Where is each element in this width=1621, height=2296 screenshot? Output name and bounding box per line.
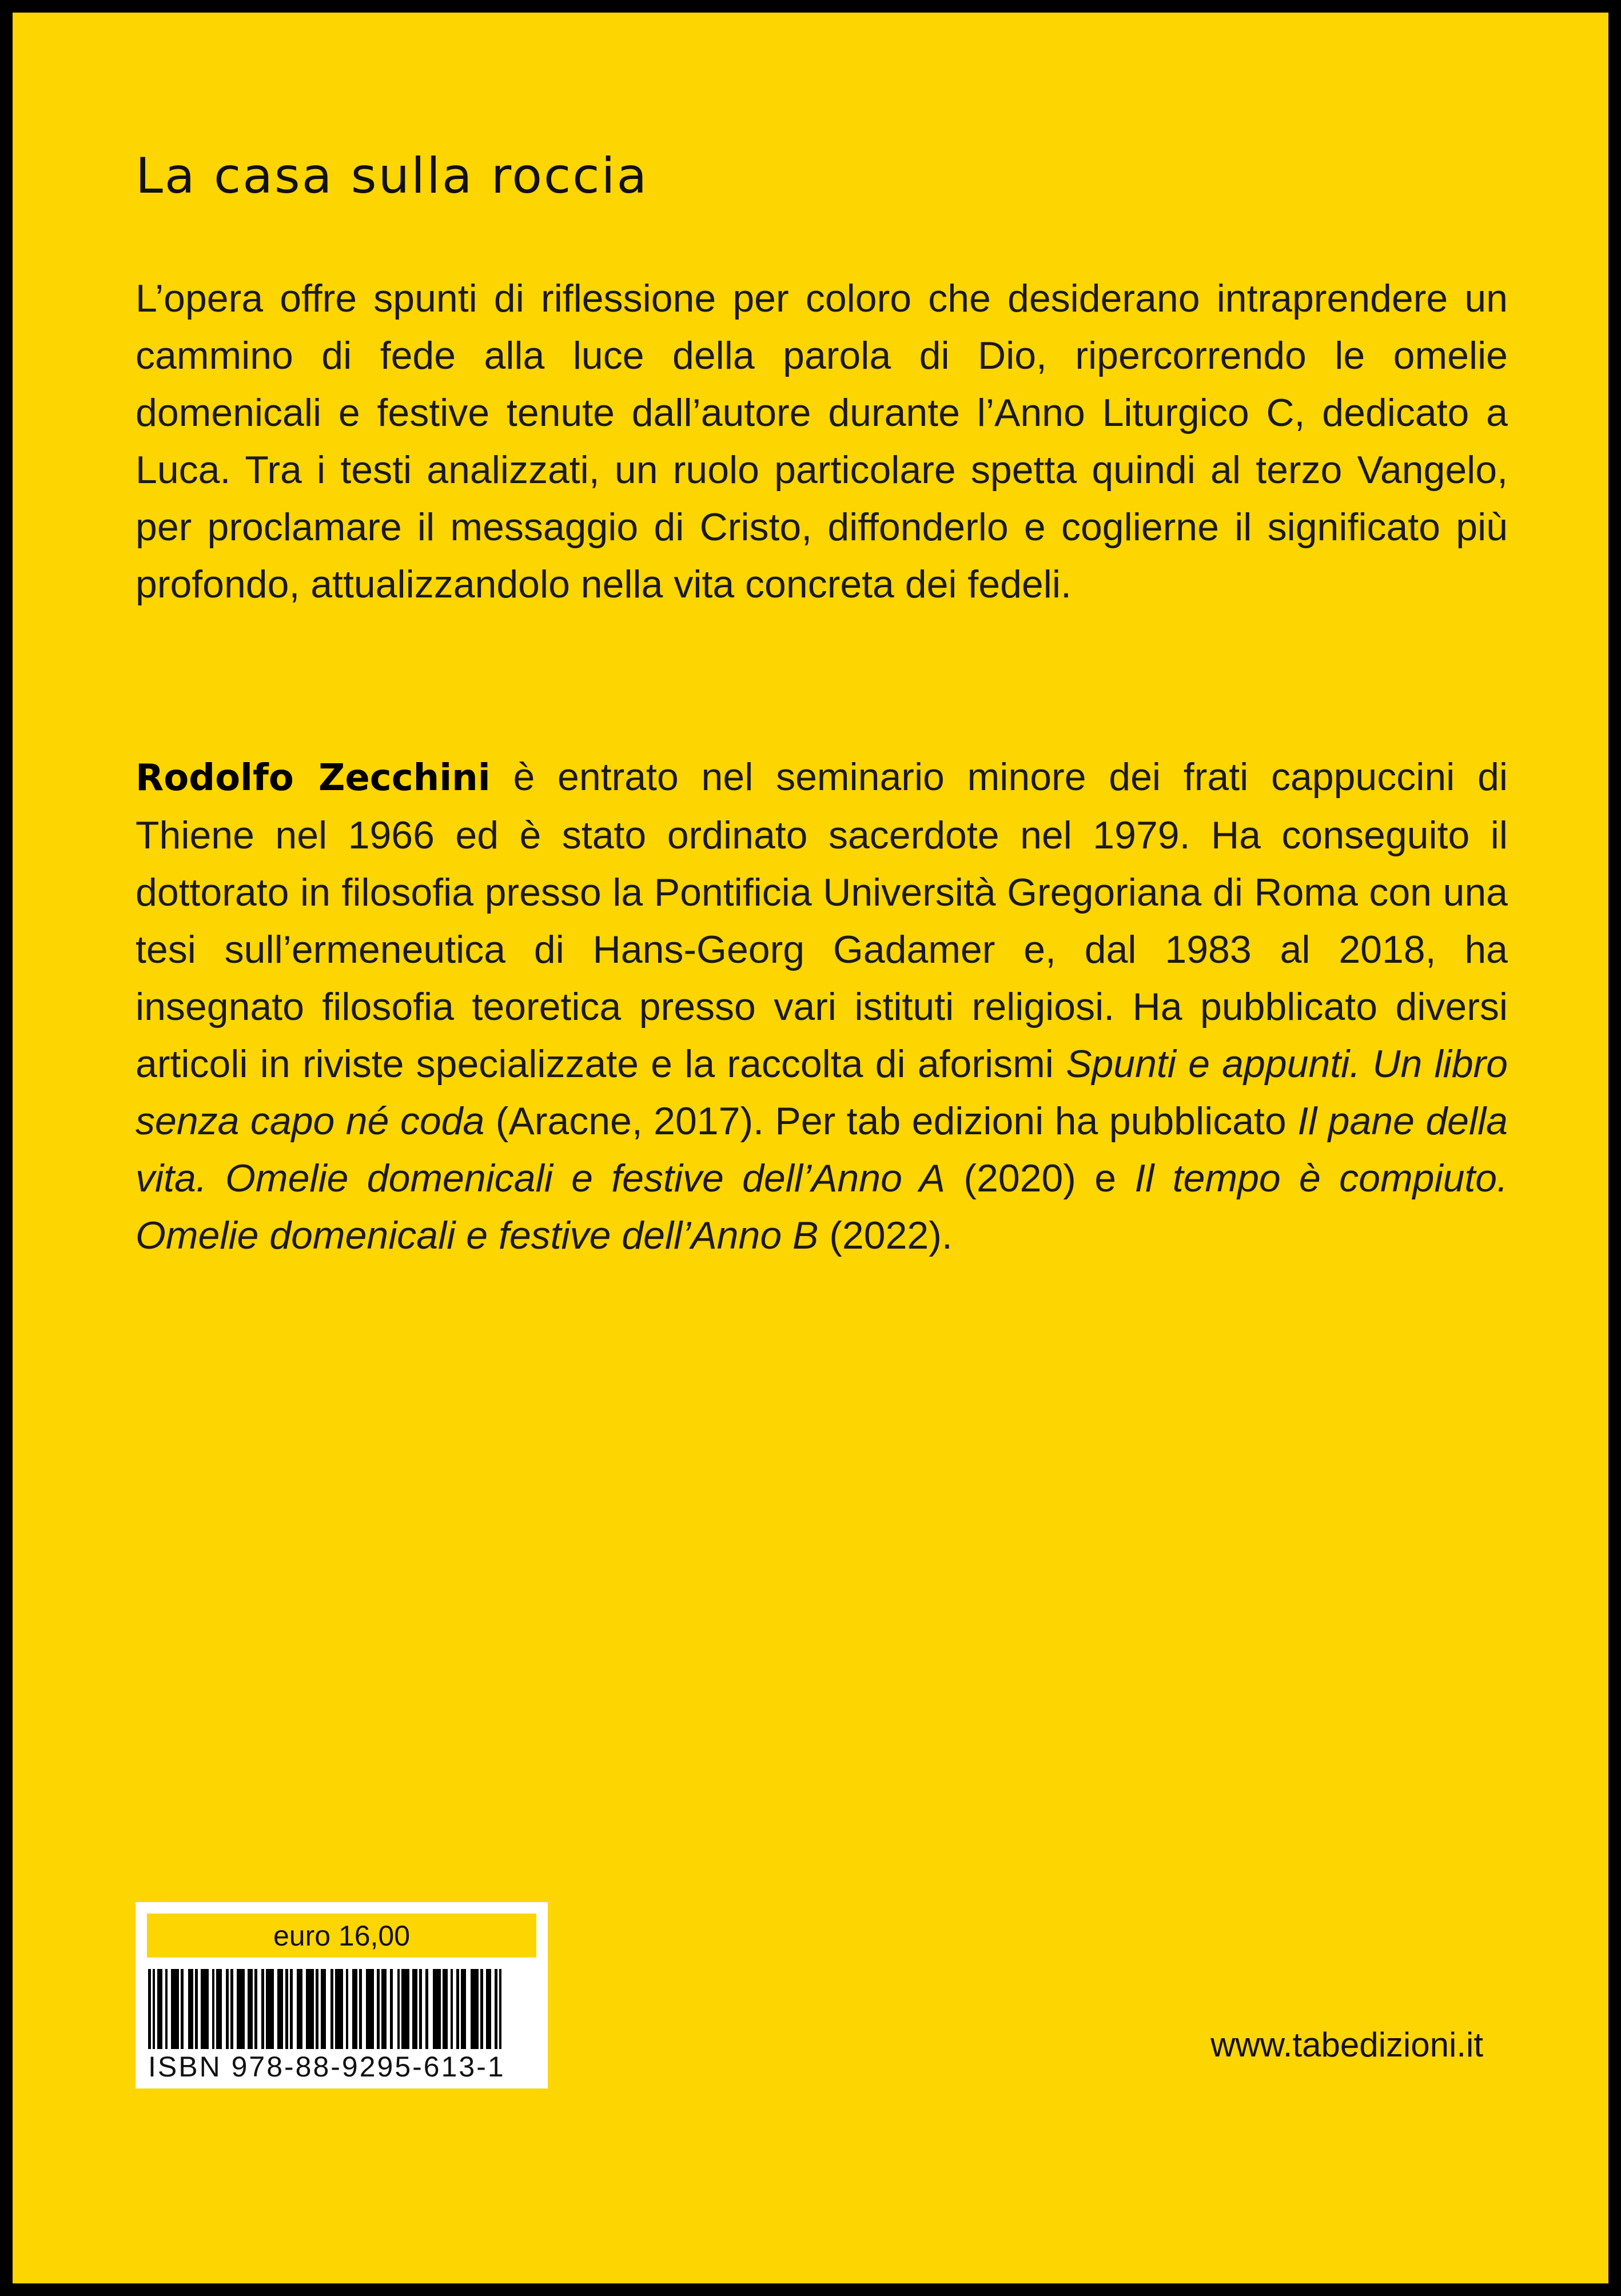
barcode-bar: [419, 1969, 422, 2049]
barcode-bar: [248, 1969, 253, 2049]
barcode-bar: [397, 1969, 400, 2049]
barcode-bar: [352, 1969, 357, 2049]
barcode-bar: [401, 1969, 409, 2049]
book-title-pane: Il pane della vita. Omelie domenicali e festive dell’Anno A: [136, 1099, 1508, 1200]
barcode-bar: [377, 1969, 380, 2049]
barcode-bar: [480, 1969, 483, 2049]
barcode-bar: [181, 1969, 184, 2049]
barcode-bar: [277, 1969, 282, 2049]
barcode-bar: [165, 1969, 168, 2049]
barcode-bar: [171, 1969, 179, 2049]
barcode-bar: [316, 1969, 318, 2049]
barcode-bar: [471, 1969, 479, 2049]
synopsis-paragraph: L’opera offre spunti di riflessione per coloro che desiderano intraprendere un cammino di fede alla luce della parola di Dio, ripercorrendo le omelie domenicali e festive tenute dall’autore durante l’Anno Liturgico C, dedicato a Luca. Tra i testi analizzati, un ruolo particolare spetta quindi al terzo Vangelo, per proclamare il messaggio di Cristo, diffonderlo e coglierne il significato più profondo, attualizzandolo nella vita concreta dei fedeli.: [136, 277, 1508, 606]
barcode-bar: [148, 1969, 151, 2049]
barcode-bar: [285, 1969, 288, 2049]
book-title-spunti: Spunti e appunti. Un libro senza capo né coda: [136, 1042, 1508, 1143]
barcode-bar: [290, 1969, 293, 2049]
bio-text-1: è entrato nel seminario minore dei frati cappuccini di Thiene nel 1966 ed è stato ordinato sacerdote nel 1979. Ha conseguito il dottorato in filosofia presso la Pontificia Università Gregoriana di Roma con una tesi sull’ermeneutica di Hans-Georg Gadamer e, dal 1983 al 2018, ha insegnato filosofia teoretica presso vari istituti religiosi. Ha pubblicato diversi articoli in riviste specializzate e la raccolta di aforismi: [136, 755, 1508, 1086]
barcode-bar: [330, 1969, 333, 2049]
bio-text-4: (2022).: [818, 1214, 953, 1257]
barcode-bar: [346, 1969, 349, 2049]
barcode-bar: [412, 1969, 417, 2049]
price-label: euro 16,00: [147, 1914, 536, 1958]
barcode-bar: [366, 1969, 374, 2049]
barcode-label: [136, 1902, 548, 2088]
author-bio-paragraph: [136, 748, 1508, 1264]
barcode-bar: [201, 1969, 209, 2049]
barcode-bar: [381, 1969, 387, 2049]
barcode-bar: [297, 1969, 302, 2049]
barcode-bar: [157, 1969, 162, 2049]
publisher-website: www.tabedizioni.it: [1210, 2026, 1483, 2064]
bio-text-3: (2020) e: [945, 1157, 1135, 1200]
barcode-bar: [306, 1969, 314, 2049]
barcode-bar: [433, 1969, 441, 2049]
barcode-bar: [226, 1969, 229, 2049]
bio-text-2: (Aracne, 2017). Per tab edizioni ha pubblicato: [484, 1099, 1298, 1143]
barcode-bar: [461, 1969, 466, 2049]
barcode-bar: [261, 1969, 264, 2049]
barcode-bar: [335, 1969, 343, 2049]
isbn-number: ISBN 978-88-9295-613-1: [148, 2051, 505, 2083]
barcode-bar: [359, 1969, 362, 2049]
barcode-bar: [188, 1969, 193, 2049]
barcode-bar: [195, 1969, 198, 2049]
barcode-bar: [499, 1969, 502, 2049]
author-name: Rodolfo Zecchini: [136, 757, 491, 799]
book-title-tempo: Il tempo è compiuto. Omelie domenicali e festive dell’Anno B: [136, 1157, 1508, 1257]
barcode-bar: [266, 1969, 274, 2049]
barcode-bar: [153, 1969, 156, 2049]
barcode-bar: [230, 1969, 233, 2049]
barcode-bar: [443, 1969, 448, 2049]
barcode: [148, 1969, 535, 2049]
barcode-bar: [486, 1969, 491, 2049]
barcode-bar: [425, 1969, 428, 2049]
barcode-bar: [321, 1969, 326, 2049]
barcode-bar: [495, 1969, 497, 2049]
book-title: La casa sulla roccia: [136, 148, 649, 205]
barcode-bar: [451, 1969, 453, 2049]
barcode-bar: [216, 1969, 221, 2049]
book-back-cover: [13, 13, 1608, 2283]
barcode-bar: [237, 1969, 245, 2049]
barcode-bar: [390, 1969, 393, 2049]
barcode-bar: [212, 1969, 215, 2049]
barcode-bar: [254, 1969, 257, 2049]
barcode-bar: [456, 1969, 459, 2049]
